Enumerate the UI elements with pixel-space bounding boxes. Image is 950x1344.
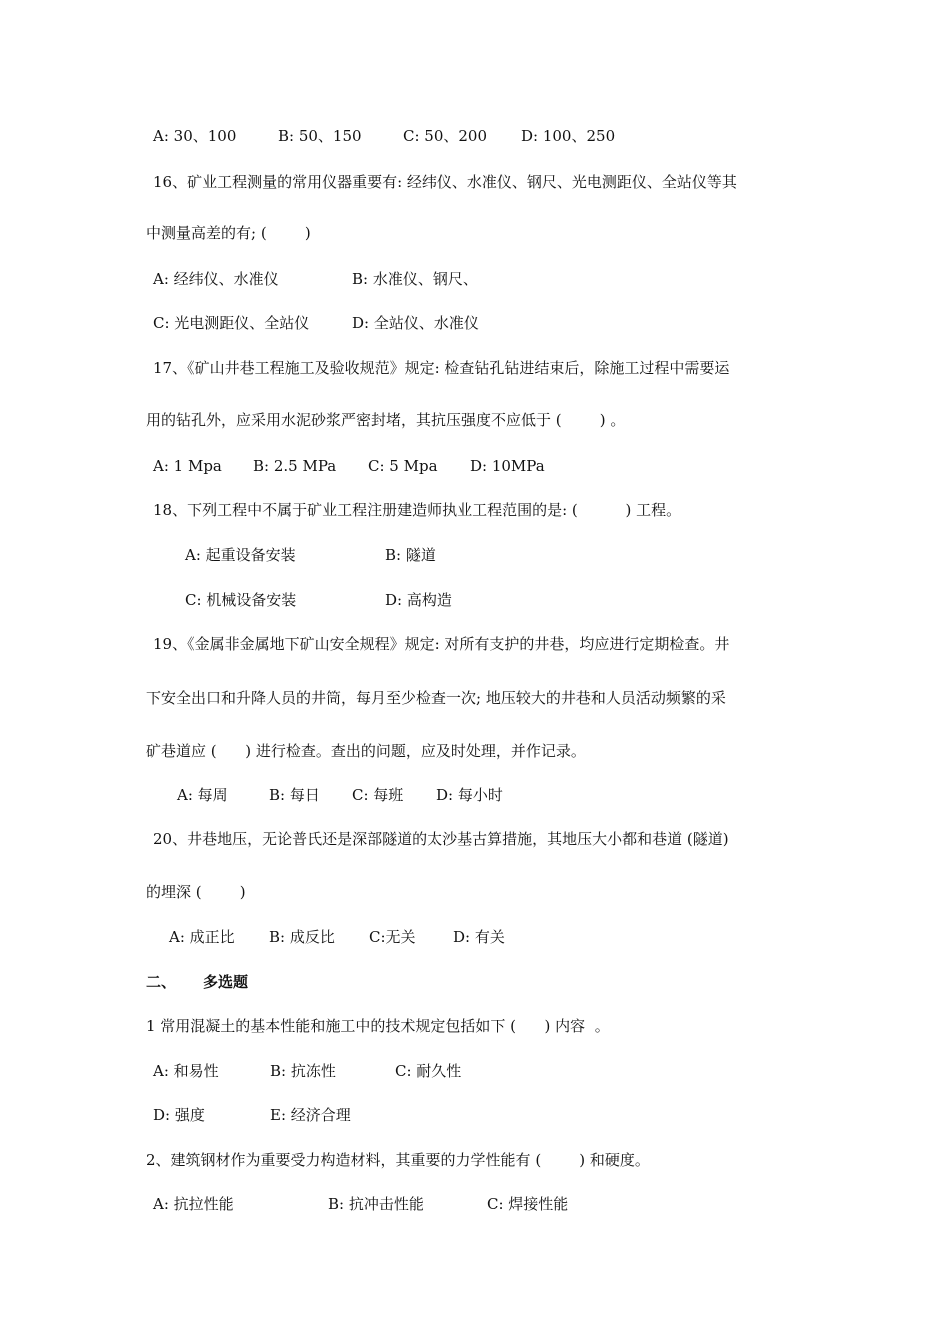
q19-option-d: D: 每小时 bbox=[436, 786, 503, 804]
q16-text-line2: 中测量高差的有; ( ) bbox=[146, 224, 311, 242]
q16-option-c: C: 光电测距仪、全站仪 bbox=[153, 314, 310, 332]
q20-option-c: C:无关 bbox=[369, 928, 416, 946]
q17-option-c: C: 5 Mpa bbox=[368, 457, 438, 475]
q19-option-c: C: 每班 bbox=[352, 786, 404, 804]
m2-text-line1: 2、建筑钢材作为重要受力构造材料，其重要的力学性能有 ( ) 和硬度。 bbox=[146, 1151, 650, 1169]
q15-option-c: C: 50、200 bbox=[403, 127, 488, 145]
q18-option-b: B: 隧道 bbox=[385, 546, 436, 564]
q18-option-a: A: 起重设备安装 bbox=[185, 546, 296, 564]
q17-option-a: A: 1 Mpa bbox=[153, 457, 222, 475]
q16-text-line1: 16、矿业工程测量的常用仪器重要有: 经纬仪、水准仪、钢尺、光电测距仪、全站仪等其 bbox=[153, 173, 737, 191]
q19-text-line3: 矿巷道应 ( ) 进行检查。查出的问题，应及时处理，并作记录。 bbox=[146, 742, 586, 760]
q17-option-b: B: 2.5 MPa bbox=[253, 457, 337, 475]
q20-option-b: B: 成反比 bbox=[269, 928, 335, 946]
q16-option-a: A: 经纬仪、水准仪 bbox=[153, 270, 279, 288]
q15-option-d: D: 100、250 bbox=[521, 127, 616, 145]
q19-text-line2: 下安全出口和升降人员的井筒，每月至少检查一次; 地压较大的井巷和人员活动频繁的采 bbox=[146, 689, 726, 707]
m2-option-b: B: 抗冲击性能 bbox=[328, 1195, 424, 1213]
q17-text-line1: 17、《矿山井巷工程施工及验收规范》规定: 检查钻孔钻进结束后，除施工过程中需要运 bbox=[153, 359, 730, 377]
q17-option-d: D: 10MPa bbox=[470, 457, 545, 475]
q18-option-d: D: 高构造 bbox=[385, 591, 452, 609]
q20-text-line1: 20、井巷地压，无论普氏还是深部隧道的太沙基古算措施，其地压大小都和巷道 (隧道) bbox=[153, 830, 729, 848]
q18-option-c: C: 机械设备安装 bbox=[185, 591, 297, 609]
section-number: 二、 bbox=[146, 973, 177, 991]
q19-text-line1: 19、《金属非金属地下矿山安全规程》规定: 对所有支护的井巷，均应进行定期检查。井 bbox=[153, 635, 730, 653]
q16-option-d: D: 全站仪、水准仪 bbox=[352, 314, 479, 332]
m1-option-d: D: 强度 bbox=[153, 1106, 205, 1124]
q19-option-a: A: 每周 bbox=[177, 786, 228, 804]
m2-option-c: C: 焊接性能 bbox=[487, 1195, 569, 1213]
m1-option-e: E: 经济合理 bbox=[270, 1106, 351, 1124]
m1-option-a: A: 和易性 bbox=[153, 1062, 219, 1080]
m1-text-line1: 1 常用混凝土的基本性能和施工中的技术规定包括如下 ( ) 内容 。 bbox=[146, 1017, 610, 1035]
q15-option-a: A: 30、100 bbox=[153, 127, 237, 145]
m1-option-b: B: 抗冻性 bbox=[270, 1062, 336, 1080]
q16-option-b: B: 水准仪、钢尺、 bbox=[352, 270, 478, 288]
q18-text-line1: 18、下列工程中不属于矿业工程注册建造师执业工程范围的是: ( ) 工程。 bbox=[153, 501, 682, 519]
q15-option-b: B: 50、150 bbox=[278, 127, 362, 145]
m2-option-a: A: 抗拉性能 bbox=[153, 1195, 234, 1213]
q20-option-d: D: 有关 bbox=[453, 928, 505, 946]
q19-option-b: B: 每日 bbox=[269, 786, 320, 804]
q17-text-line2: 用的钻孔外，应采用水泥砂浆严密封堵，其抗压强度不应低于 ( ) 。 bbox=[146, 411, 626, 429]
m1-option-c: C: 耐久性 bbox=[395, 1062, 462, 1080]
q20-text-line2: 的埋深 ( ) bbox=[146, 883, 246, 901]
q20-option-a: A: 成正比 bbox=[169, 928, 235, 946]
section-title: 多选题 bbox=[203, 973, 249, 991]
